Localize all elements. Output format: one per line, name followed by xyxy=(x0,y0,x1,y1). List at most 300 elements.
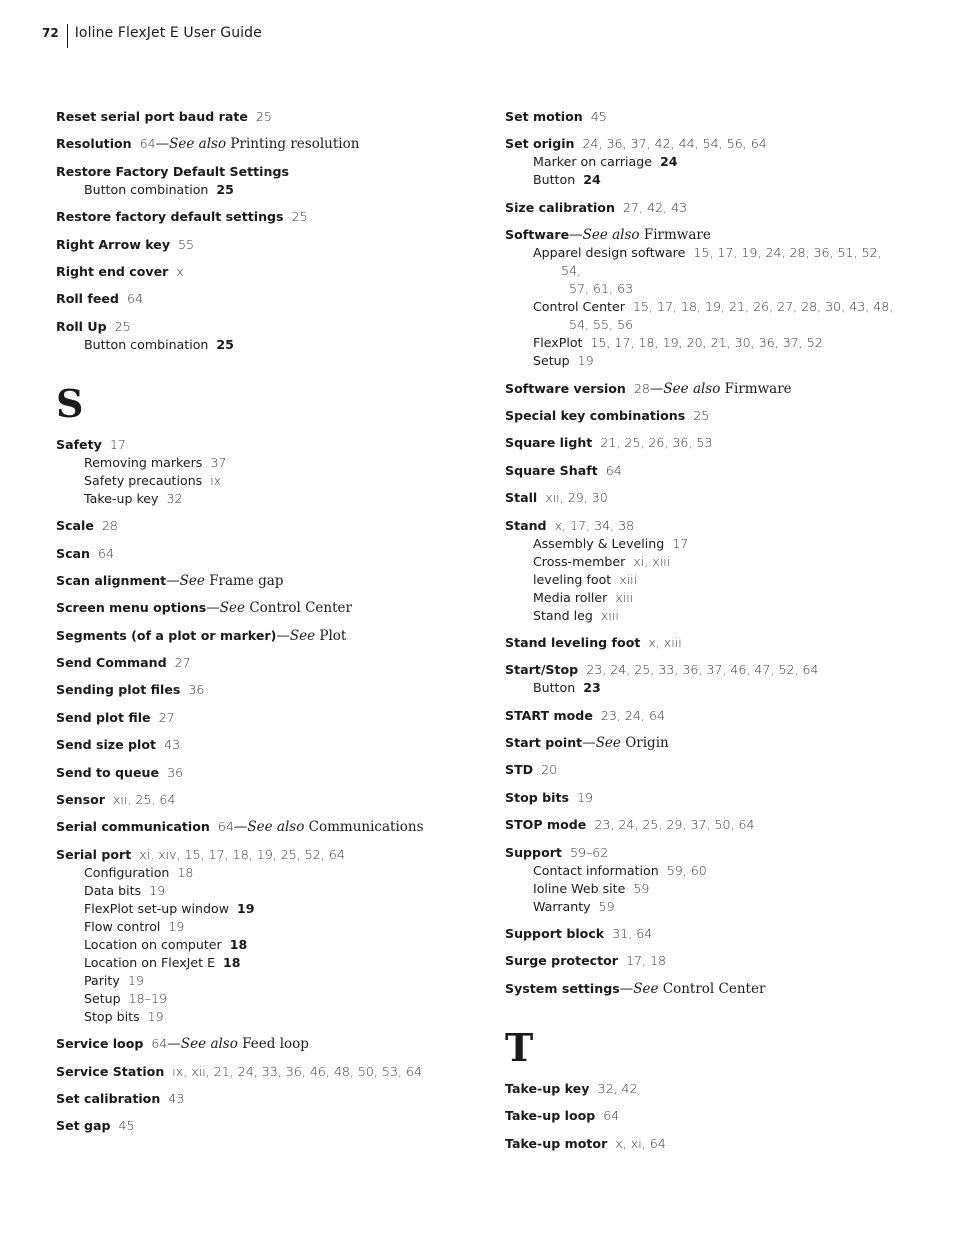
subentry-pages: 19 xyxy=(168,918,185,934)
index-subentry xyxy=(533,244,905,298)
index-entry xyxy=(505,661,905,697)
index-entry xyxy=(56,1090,456,1108)
index-subentry xyxy=(84,336,456,354)
index-entry xyxy=(56,436,456,508)
index-term: Square Shaft xyxy=(505,462,598,478)
index-subentry xyxy=(84,918,456,936)
page-number: 72 xyxy=(42,26,59,40)
index-subentry xyxy=(533,352,905,370)
index-subentry-text xyxy=(84,918,456,936)
index-term: STD xyxy=(505,762,534,778)
page-references: 43 xyxy=(164,737,181,753)
index-term: Safety xyxy=(56,436,102,452)
page-references: x, xiii xyxy=(648,634,682,650)
subentry-term: Setup xyxy=(533,353,570,369)
cross-reference: —See Frame gap xyxy=(166,572,284,589)
index-entry-line xyxy=(505,108,905,126)
subentry-term: Location on computer xyxy=(84,936,222,952)
subentry-term: FlexPlot xyxy=(533,335,583,351)
index-subentry xyxy=(84,454,456,472)
index-entry-line xyxy=(505,489,905,507)
index-term: Support block xyxy=(505,926,605,942)
index-entry-line xyxy=(56,263,456,281)
index-entry-line xyxy=(505,135,905,153)
index-entry-line xyxy=(505,980,905,998)
index-term: Set motion xyxy=(505,109,583,124)
index-entry xyxy=(56,135,456,153)
index-entry-line xyxy=(56,108,456,126)
page-references: 64 xyxy=(126,291,143,307)
index-entry-line xyxy=(56,709,456,727)
page-references: 36 xyxy=(188,682,205,698)
index-subentry-text xyxy=(533,334,905,352)
index-entry-line xyxy=(56,681,456,699)
index-term: Stop bits xyxy=(505,789,569,805)
subentry-term: Setup xyxy=(84,990,121,1006)
index-subentry-text xyxy=(533,153,905,171)
index-entry xyxy=(56,236,456,254)
index-entry-line xyxy=(56,654,456,672)
index-entry xyxy=(505,108,905,126)
index-subentry-text xyxy=(84,864,456,882)
index-entry-line xyxy=(505,952,905,970)
see-target: Control Center xyxy=(662,980,766,997)
index-entry xyxy=(56,1035,456,1053)
index-entry-line xyxy=(56,791,456,809)
subentry-pages: 18 xyxy=(223,954,241,970)
see-prefix: See also xyxy=(582,227,640,244)
index-subentry xyxy=(84,472,456,490)
index-subentry-text xyxy=(533,352,905,370)
index-subentry xyxy=(84,972,456,990)
subentry-term: Button combination xyxy=(84,181,209,197)
subentry-term: Flow control xyxy=(84,918,161,934)
index-subentry-text xyxy=(84,936,456,954)
index-entry-line xyxy=(56,208,456,226)
subentry-pages: 18 xyxy=(177,864,194,880)
index-entry-line xyxy=(505,925,905,943)
page-header xyxy=(42,24,262,48)
subentry-pages: xiii xyxy=(600,607,619,623)
index-entry-line xyxy=(56,627,456,645)
subentry-pages: 24 xyxy=(659,154,678,170)
see-target: Control Center xyxy=(249,600,352,617)
page-references: 23, 24, 25, 33, 36, 37, 46, 47, 52, 64 xyxy=(586,662,819,678)
subentry-pages: xiii xyxy=(619,571,638,587)
index-entry-line xyxy=(505,434,905,452)
index-subentry-text xyxy=(533,862,905,880)
subentry-pages-continued: 54, 55, 56 xyxy=(569,317,634,333)
page-references: x, 17, 34, 38 xyxy=(554,517,635,533)
index-entry-line xyxy=(505,199,905,217)
index-term: Set calibration xyxy=(56,1090,161,1106)
see-prefix: See also xyxy=(169,136,227,153)
index-term: Reset serial port baud rate xyxy=(56,109,248,124)
subentry-term: Cross-member xyxy=(533,553,626,569)
subentry-pages: 59, 60 xyxy=(666,862,707,878)
page-references: 21, 25, 26, 36, 53 xyxy=(600,435,713,451)
subentry-pages: 23 xyxy=(583,680,601,696)
cross-reference: —See also Communications xyxy=(233,819,424,836)
index-subentry xyxy=(533,880,905,898)
index-entry xyxy=(56,791,456,809)
index-entry-line xyxy=(505,789,905,807)
subentry-term: Button xyxy=(533,680,576,696)
page-references: 25 xyxy=(114,318,131,334)
index-entry-line xyxy=(505,462,905,480)
index-term: Send size plot xyxy=(56,737,157,753)
index-term: Square light xyxy=(505,435,593,451)
index-term: Set gap xyxy=(56,1118,111,1134)
index-entry-line xyxy=(56,572,456,590)
subentry-pages: 18–19 xyxy=(128,990,168,1006)
see-target: Firmware xyxy=(643,227,711,244)
index-term: Serial port xyxy=(56,846,132,862)
index-entry-line xyxy=(505,380,905,398)
header-divider xyxy=(67,24,68,48)
subentry-pages: 37 xyxy=(210,454,227,470)
index-subentry-text xyxy=(533,880,905,898)
index-subentry xyxy=(84,900,456,918)
subentry-pages: 59 xyxy=(633,880,650,896)
see-target: Origin xyxy=(625,735,669,752)
index-subentry-text xyxy=(84,472,456,490)
see-prefix: See also xyxy=(180,1036,238,1053)
index-subentry-text xyxy=(533,607,905,625)
index-subentry-text xyxy=(533,679,905,697)
index-term: Special key combinations xyxy=(505,407,686,423)
page-references: 32, 42 xyxy=(597,1080,638,1096)
index-term: Service Station xyxy=(56,1063,165,1079)
subentry-term: Parity xyxy=(84,972,120,988)
index-entry xyxy=(56,208,456,226)
index-entry xyxy=(505,734,905,752)
index-entry xyxy=(505,517,905,625)
document-title: Ioline FlexJet E User Guide xyxy=(74,25,262,41)
subentry-pages: xi, xiii xyxy=(633,553,671,569)
index-term: Roll Up xyxy=(56,318,107,334)
see-prefix: See also xyxy=(663,380,721,397)
page-references: 64 xyxy=(603,1108,620,1124)
page-references: 64 xyxy=(139,136,156,152)
index-entry-line xyxy=(56,318,456,336)
see-target: Communications xyxy=(308,819,424,836)
index-entry xyxy=(56,290,456,308)
index-entry xyxy=(56,599,456,617)
cross-reference: —See also Firmware xyxy=(569,227,711,244)
index-entry-line xyxy=(505,1080,905,1098)
page-references: x, xi, 64 xyxy=(615,1135,666,1151)
subentry-pages: 18 xyxy=(229,936,248,952)
subentry-term: Apparel design software xyxy=(533,245,686,261)
index-entry-line xyxy=(56,1063,456,1081)
index-term: Serial communication xyxy=(56,819,210,835)
page-references: 45 xyxy=(590,109,607,124)
index-subentry-text xyxy=(533,535,905,553)
page-references: 28 xyxy=(101,518,118,534)
index-entry xyxy=(505,489,905,507)
index-entry-line xyxy=(505,407,905,425)
cross-reference: —See also Feed loop xyxy=(167,1036,309,1053)
page-references: 17 xyxy=(109,436,126,452)
index-subentry-text xyxy=(84,900,456,918)
index-subentry xyxy=(84,954,456,972)
subentry-pages: ix xyxy=(210,472,222,488)
index-entry-line xyxy=(505,761,905,779)
index-entry xyxy=(505,1080,905,1098)
index-term: Resolution xyxy=(56,136,132,152)
subentry-term: Button xyxy=(533,172,576,188)
page-references: 31, 64 xyxy=(612,926,653,942)
index-term: Start point xyxy=(505,735,583,751)
index-subentry-text xyxy=(84,454,456,472)
index-entry-line xyxy=(56,545,456,563)
index-entry xyxy=(56,318,456,354)
page-references: 17, 18 xyxy=(625,953,667,969)
page-references: 36 xyxy=(167,764,184,780)
see-prefix: See xyxy=(179,572,205,589)
see-target: Feed loop xyxy=(242,1036,309,1053)
index-entry-line xyxy=(56,1090,456,1108)
index-entry xyxy=(505,434,905,452)
section-letter: T xyxy=(505,1024,534,1070)
page-references: ix, xii, 21, 24, 33, 36, 46, 48, 50, 53, 64 xyxy=(172,1063,422,1079)
subentry-pages: xiii xyxy=(615,589,634,605)
cross-reference: —See Origin xyxy=(582,735,669,752)
index-column-right xyxy=(505,108,905,1162)
subentry-pages: 19 xyxy=(127,972,144,988)
index-entry-line xyxy=(56,163,456,181)
index-subentry xyxy=(533,607,905,625)
index-term: Segments (of a plot or marker) xyxy=(56,627,277,643)
index-entry xyxy=(56,108,456,126)
index-term: Send to queue xyxy=(56,764,160,780)
index-entry xyxy=(56,818,456,836)
index-subentry-text xyxy=(84,990,456,1008)
index-term: Screen menu options xyxy=(56,600,207,616)
index-entry xyxy=(505,952,905,970)
index-entry-line xyxy=(505,816,905,834)
page-references: 23, 24, 64 xyxy=(600,707,665,723)
index-entry xyxy=(56,1063,456,1081)
subentry-term: Button combination xyxy=(84,336,209,352)
subentry-pages: 25 xyxy=(216,181,234,197)
index-term: Scan alignment xyxy=(56,572,167,588)
index-entry xyxy=(505,1135,905,1153)
subentry-pages: 19 xyxy=(577,353,594,369)
index-entry xyxy=(56,517,456,535)
index-entry xyxy=(505,226,905,370)
index-term: Start/Stop xyxy=(505,662,579,678)
index-entry-line xyxy=(56,236,456,254)
index-entry xyxy=(56,654,456,672)
subentry-term: Data bits xyxy=(84,882,142,898)
subentry-pages: 59 xyxy=(598,898,615,914)
index-term: Restore factory default settings xyxy=(56,209,284,225)
index-entry xyxy=(56,545,456,563)
index-entry xyxy=(505,761,905,779)
index-term: Service loop xyxy=(56,1036,144,1052)
index-subentry-text xyxy=(84,336,456,354)
page-references: 64 xyxy=(98,545,115,561)
index-entry xyxy=(505,199,905,217)
index-subentry xyxy=(533,679,905,697)
index-entry xyxy=(56,1117,456,1135)
see-prefix: See also xyxy=(247,819,305,836)
index-entry xyxy=(505,634,905,652)
index-subentry xyxy=(84,990,456,1008)
subentry-term: Location on FlexJet E xyxy=(84,954,216,970)
page-references: 55 xyxy=(178,236,195,252)
index-term: START mode xyxy=(505,707,593,723)
index-subentry-text xyxy=(84,882,456,900)
index-entry xyxy=(505,380,905,398)
index-entry-line xyxy=(56,818,456,836)
index-column-left xyxy=(56,108,456,1145)
page-references: 43 xyxy=(168,1090,185,1106)
index-term: Take-up loop xyxy=(505,1108,596,1124)
index-subentry-text xyxy=(533,898,905,916)
index-term: Send Command xyxy=(56,655,167,671)
subentry-pages: 15, 17, 18, 19, 21, 26, 27, 28, 30, 43, 48, xyxy=(632,299,894,315)
page-references: 64 xyxy=(151,1036,168,1052)
index-subentry xyxy=(533,535,905,553)
page-references: 27 xyxy=(174,655,191,671)
index-subentry-text xyxy=(533,171,905,189)
subentry-pages: 25 xyxy=(216,336,234,352)
index-term: Software version xyxy=(505,380,626,396)
index-entry xyxy=(505,1107,905,1125)
index-entry-line xyxy=(505,226,905,244)
index-term: Send plot file xyxy=(56,709,151,725)
index-entry xyxy=(56,572,456,590)
index-entry-line xyxy=(505,661,905,679)
see-prefix: See xyxy=(289,627,316,644)
index-entry xyxy=(505,462,905,480)
cross-reference: —See Plot xyxy=(276,627,347,644)
index-entry-line xyxy=(56,1035,456,1053)
index-subentry-text xyxy=(84,954,456,972)
subentry-term: FlexPlot set-up window xyxy=(84,900,230,916)
index-entry-line xyxy=(505,517,905,535)
index-subentry-text xyxy=(533,298,905,334)
page-references: 20 xyxy=(541,762,558,778)
index-subentry xyxy=(533,298,905,334)
subentry-pages: 15, 17, 18, 19, 20, 21, 30, 36, 37, 52 xyxy=(590,335,823,351)
index-term: Software xyxy=(505,227,570,243)
index-entry xyxy=(56,681,456,699)
index-term: Right Arrow key xyxy=(56,236,171,252)
index-subentry xyxy=(533,171,905,189)
index-subentry-text xyxy=(84,490,456,508)
index-term: Take-up motor xyxy=(505,1135,608,1151)
index-entry xyxy=(505,980,905,998)
subentry-term: Configuration xyxy=(84,864,170,880)
index-entry-line xyxy=(56,846,456,864)
index-term: STOP mode xyxy=(505,817,587,833)
subentry-term: Take-up key xyxy=(84,490,159,506)
page-references: xii, 25, 64 xyxy=(112,792,176,808)
page-references: 27, 42, 43 xyxy=(622,199,688,215)
index-entry-line xyxy=(56,599,456,617)
index-entry-line xyxy=(56,517,456,535)
index-subentry-text xyxy=(84,972,456,990)
subentry-term: leveling foot xyxy=(533,571,612,587)
subentry-term: Control Center xyxy=(533,299,625,315)
subentry-pages: 19 xyxy=(237,900,255,916)
index-entry xyxy=(505,844,905,916)
page-references: 19 xyxy=(577,789,594,805)
index-subentry xyxy=(84,490,456,508)
index-entry-line xyxy=(56,290,456,308)
index-subentry-text xyxy=(533,589,905,607)
subentry-term: Marker on carriage xyxy=(533,154,652,170)
page-references: 25 xyxy=(255,109,272,124)
see-target: Printing resolution xyxy=(230,136,360,153)
index-entry xyxy=(56,263,456,281)
page-references: xii, 29, 30 xyxy=(545,490,608,506)
subentry-term: Removing markers xyxy=(84,454,203,470)
index-entry-line xyxy=(56,436,456,454)
index-subentry xyxy=(84,882,456,900)
index-subentry xyxy=(533,589,905,607)
page-references: 64 xyxy=(217,819,234,835)
subentry-term: Stop bits xyxy=(84,1008,140,1024)
index-entry-line xyxy=(56,135,456,153)
index-term: Size calibration xyxy=(505,199,615,215)
subentry-pages: 19 xyxy=(149,882,166,898)
see-target: Firmware xyxy=(724,380,792,397)
index-subentry xyxy=(533,334,905,352)
subentry-term: Warranty xyxy=(533,898,591,914)
page-references: 25 xyxy=(693,407,710,423)
index-subentry xyxy=(84,864,456,882)
cross-reference: —See Control Center xyxy=(619,980,766,997)
index-entry xyxy=(56,627,456,645)
index-entry xyxy=(505,925,905,943)
index-subentry-text xyxy=(533,244,905,298)
index-term: Scale xyxy=(56,518,94,534)
index-entry-line xyxy=(505,1107,905,1125)
index-subentry xyxy=(533,898,905,916)
subentry-term: Stand leg xyxy=(533,607,593,623)
page-references: x xyxy=(176,263,184,279)
subentry-pages: 15, 17, 19, 24, 28, 36, 51, 52, 54, xyxy=(561,245,882,279)
subentry-pages: 19 xyxy=(147,1008,164,1024)
index-term: Stand xyxy=(505,517,547,533)
index-term: Sending plot files xyxy=(56,682,181,698)
subentry-term: Safety precautions xyxy=(84,472,203,488)
index-term: System settings xyxy=(505,980,620,996)
index-entry-line xyxy=(505,1135,905,1153)
index-subentry xyxy=(84,1008,456,1026)
index-term: Scan xyxy=(56,545,90,561)
index-entry xyxy=(505,789,905,807)
subentry-pages-continued: 57, 61, 63 xyxy=(569,281,634,297)
see-prefix: See xyxy=(595,735,621,752)
cross-reference: —See also Firmware xyxy=(649,380,792,397)
page-references: xi, xiv, 15, 17, 18, 19, 25, 52, 64 xyxy=(139,846,345,862)
index-entry xyxy=(505,407,905,425)
index-entry xyxy=(505,707,905,725)
index-subentry xyxy=(533,862,905,880)
page-references: 64 xyxy=(605,462,622,478)
see-target: Plot xyxy=(319,627,347,644)
page-references: 28 xyxy=(633,380,650,396)
index-entry-line xyxy=(505,734,905,752)
index-subentry xyxy=(84,936,456,954)
section-letter: S xyxy=(56,380,84,426)
